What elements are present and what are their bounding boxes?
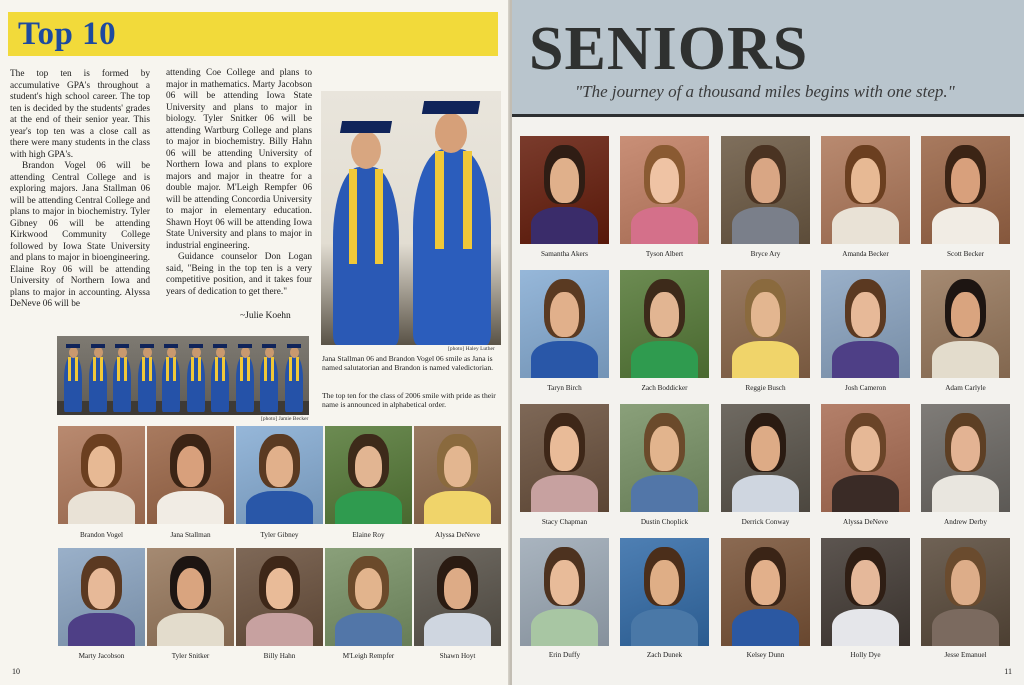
group-graduate-figure (284, 342, 304, 412)
portrait-photo (147, 426, 234, 524)
portrait-photo (921, 136, 1010, 244)
portrait-photo (620, 404, 709, 512)
page-number: 10 (12, 667, 20, 676)
portrait-name: Bryce Ary (750, 250, 781, 258)
story-paragraph: Guidance counselor Don Logan said, "Being in the top ten is a very competitive position, and it takes four years of dedication to get there." (166, 252, 312, 297)
portrait-name: Billy Hahn (263, 652, 296, 660)
portrait-photo (921, 270, 1010, 378)
graduates-photo (321, 91, 501, 345)
portrait-photo (236, 426, 323, 524)
graduate-figure (409, 95, 495, 345)
portrait-photo (721, 538, 810, 646)
portrait-photo (821, 270, 910, 378)
portrait-name: Erin Duffy (548, 651, 581, 659)
portrait-name: Brandon Vogel (79, 531, 124, 539)
seniors-quote: "The journey of a thousand miles begins with one step." (575, 82, 955, 101)
portrait-photo (520, 538, 609, 646)
portrait-name: Amanda Becker (842, 250, 889, 258)
group-graduate-figure (235, 342, 255, 412)
portrait-name: Derrick Conway (741, 518, 790, 526)
right-page (512, 0, 1024, 685)
portrait-photo (921, 404, 1010, 512)
divider-rule (512, 114, 1024, 117)
portrait-photo (147, 548, 234, 646)
portrait-name: Taryn Birch (547, 384, 582, 392)
portrait-name: Jana Stallman (170, 531, 211, 539)
portrait-name: Dustin Choplick (640, 518, 689, 526)
top10-title: Top 10 (18, 16, 117, 52)
portrait-name: Holly Dye (850, 651, 881, 659)
portrait-name: Andrew Derby (944, 518, 987, 526)
portrait-photo (520, 136, 609, 244)
group-photo-caption: The top ten for the class of 2006 smile with pride as their name is announced in alphabetical order. (322, 391, 496, 409)
group-graduate-figure (137, 342, 157, 412)
group-graduate-figure (259, 342, 279, 412)
graduate-figure (327, 119, 405, 345)
portrait-photo (58, 548, 145, 646)
portrait-name: Scott Becker (947, 250, 984, 258)
portrait-photo (620, 270, 709, 378)
portrait-photo (520, 270, 609, 378)
story-paragraph: Brandon Vogel 06 will be attending Central College and is exploring majors. Jana Stallman 06 will be attending Central College and plans to major in biochemistry. Tyler Gibney 06 will be attending Kirkwood Community College followed by Iowa State University and plans to major in bioengineering. Elaine Roy 06 will be attending University of Northern Iowa and plans to major in accounting. Alyssa DeNeve 06 will be (10, 161, 150, 309)
group-graduate-figure (161, 342, 181, 412)
portrait-name: Tyler Gibney (260, 531, 299, 539)
story-column-2 (166, 68, 312, 298)
portrait-photo (821, 136, 910, 244)
photo-credit: [photo] Jamie Becker (261, 416, 309, 422)
portrait-name: Jesse Emanuel (944, 651, 987, 659)
portrait-photo (921, 538, 1010, 646)
portrait-name: Samantha Akers (541, 250, 588, 258)
portrait-photo (721, 270, 810, 378)
left-page (0, 0, 510, 685)
seniors-title: SENIORS (529, 15, 809, 83)
portrait-name: Alyssa DeNeve (843, 518, 888, 526)
portrait-photo (414, 548, 501, 646)
group-graduate-figure (112, 342, 132, 412)
portrait-name: Tyson Albert (645, 250, 684, 258)
portrait-photo (721, 136, 810, 244)
portrait-name: Elaine Roy (352, 531, 385, 539)
portrait-name: Reggie Busch (745, 384, 786, 392)
story-paragraph: The top ten is formed by accumulative GPA's throughout a student's high school career. The top ten is decided by the students' grades at the end of their senior year. This year's top ten was a close call as there were many students in the class with high GPA's. (10, 69, 150, 160)
portrait-photo (620, 538, 709, 646)
group-graduate-figure (210, 342, 230, 412)
byline: ~Julie Koehn (240, 311, 291, 321)
story-column-1 (10, 69, 150, 311)
group-graduate-figure (88, 342, 108, 412)
portrait-photo (236, 548, 323, 646)
portrait-name: Alyssa DeNeve (435, 531, 480, 539)
photo-credit: [photo] Haley Luther (448, 346, 495, 352)
portrait-name: Zach Boddicker (641, 384, 688, 392)
page-number: 11 (1004, 667, 1012, 676)
portrait-name: Marty Jacobson (78, 652, 125, 660)
photo-caption: Jana Stallman 06 and Brandon Vogel 06 smile as Jana is named salutatorian and Brandon is named valedictorian. (322, 354, 494, 372)
portrait-photo (58, 426, 145, 524)
portrait-photo (821, 538, 910, 646)
portrait-name: M'Leigh Rempfer (342, 652, 395, 660)
story-paragraph: attending Coe College and plans to major in mathematics. Marty Jacobson 06 will be attending Iowa State University and plans to major in biology. Tyler Snitker 06 will be attending Wartburg College and plans to major in biochemistry. Billy Hahn 06 will be attending University of Northern Iowa and plans to explore majors and major in theatre for a double major. M'Leigh Rempfer 06 will be attending Concordia University to major in elementary education. Shawn Hoyt 06 will be attending Iowa State University and plans to major in industrial engineering. (166, 68, 312, 251)
group-graduate-figure (63, 342, 83, 412)
portrait-photo (620, 136, 709, 244)
top-ten-group-photo (57, 336, 309, 415)
portrait-photo (520, 404, 609, 512)
portrait-photo (414, 426, 501, 524)
portrait-name: Shawn Hoyt (439, 652, 476, 660)
portrait-name: Zach Dunek (646, 651, 683, 659)
portrait-photo (325, 426, 412, 524)
portrait-name: Adam Carlyle (945, 384, 986, 392)
portrait-photo (721, 404, 810, 512)
portrait-name: Kelsey Dunn (746, 651, 785, 659)
portrait-photo (325, 548, 412, 646)
portrait-name: Tyler Snitker (171, 652, 210, 660)
portrait-photo (821, 404, 910, 512)
group-graduate-figure (186, 342, 206, 412)
portrait-name: Stacy Chapman (541, 518, 588, 526)
portrait-name: Josh Cameron (845, 384, 886, 392)
